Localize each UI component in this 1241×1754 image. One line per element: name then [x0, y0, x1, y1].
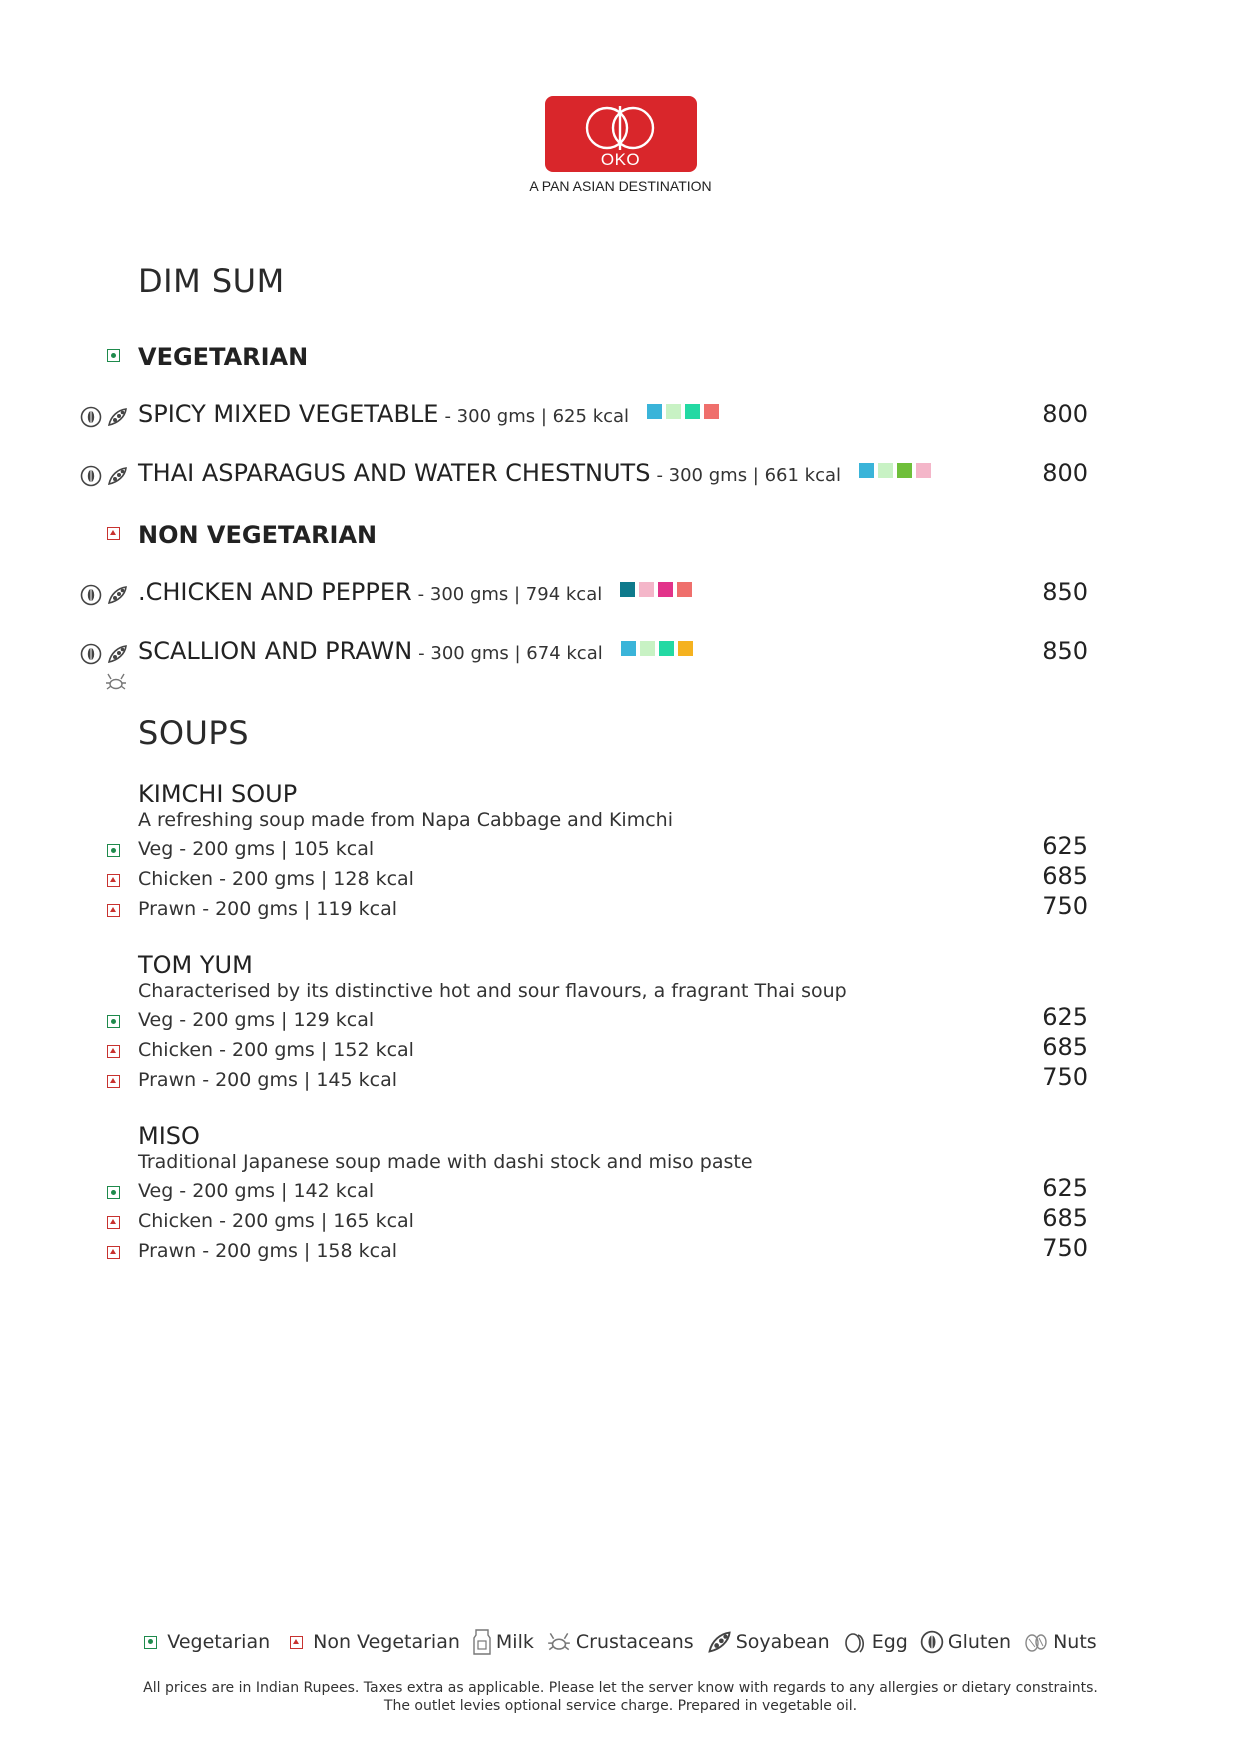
dish-row — [78, 400, 1088, 434]
allergen-icons — [80, 465, 128, 487]
soyabean-icon — [106, 406, 128, 428]
color-swatches — [647, 404, 719, 419]
soup-option-label: Prawn - 200 gms | 145 kcal — [138, 1069, 398, 1091]
soup-description: A refreshing soup made from Napa Cabbage and Kimchi — [138, 809, 673, 831]
brand-tagline: A PAN ASIAN DESTINATION — [529, 178, 712, 194]
allergen-icons — [80, 406, 128, 428]
soup-name: TOM YUM — [138, 951, 253, 979]
non-veg-mark-icon — [107, 527, 120, 540]
color-swatch — [640, 641, 655, 656]
color-swatch — [659, 641, 674, 656]
soup-option-price: 685 — [1042, 862, 1088, 890]
legend-label: Egg — [871, 1631, 908, 1653]
veg-mark-icon — [107, 349, 120, 362]
dish-meta: - 300 gms | 674 kcal — [418, 643, 603, 664]
soup-option-label: Prawn - 200 gms | 119 kcal — [138, 898, 398, 920]
egg-icon — [842, 1629, 868, 1655]
brand-name: OKO — [600, 150, 641, 169]
soup-option-label: Chicken - 200 gms | 165 kcal — [138, 1210, 414, 1232]
veg-mark-icon — [144, 1636, 157, 1649]
legend-label: Non Vegetarian — [313, 1631, 460, 1653]
gluten-icon — [80, 584, 102, 606]
dish-name: SCALLION AND PRAWN — [138, 637, 413, 665]
color-swatch — [859, 463, 874, 478]
dish-name: .CHICKEN AND PEPPER — [138, 578, 412, 606]
non-veg-mark-icon — [107, 1045, 120, 1058]
legend-item-egg — [842, 1629, 908, 1655]
allergen-icons — [80, 643, 128, 665]
subhead-label: VEGETARIAN — [138, 343, 309, 371]
color-swatches — [859, 463, 931, 478]
allergen-icons — [80, 584, 128, 606]
footer-note-line2: The outlet levies optional service charge. Prepared in vegetable oil. — [383, 1698, 858, 1714]
dish-price: 850 — [1042, 578, 1088, 606]
soup-option-label: Prawn - 200 gms | 158 kcal — [138, 1240, 398, 1262]
logo-mark-icon — [581, 104, 661, 154]
color-swatches — [620, 582, 692, 597]
soyabean-icon — [706, 1629, 732, 1655]
dish-meta: - 300 gms | 661 kcal — [656, 465, 842, 486]
color-swatch — [666, 404, 681, 419]
legend-label: Vegetarian — [167, 1631, 271, 1653]
legend-item-vegetarian — [144, 1631, 270, 1653]
soup-option-label: Veg - 200 gms | 129 kcal — [138, 1009, 375, 1031]
non-veg-mark-icon — [107, 904, 120, 917]
soup-option-price: 625 — [1042, 1003, 1088, 1031]
dish-name: THAI ASPARAGUS AND WATER CHESTNUTS — [138, 459, 651, 487]
allergen-legend — [0, 1628, 1241, 1656]
legend-item-gluten — [920, 1630, 1011, 1654]
soup-description: Traditional Japanese soup made with dashi stock and miso paste — [138, 1151, 753, 1173]
dish-row — [78, 578, 1088, 612]
soup-option-price: 625 — [1042, 1174, 1088, 1202]
legend-label: Nuts — [1053, 1631, 1097, 1653]
veg-mark-icon — [107, 1186, 120, 1199]
dish-meta: - 300 gms | 794 kcal — [417, 584, 603, 605]
crustaceans-icon — [104, 671, 128, 693]
color-swatch — [677, 582, 692, 597]
dish-meta: - 300 gms | 625 kcal — [444, 406, 630, 427]
color-swatch — [621, 641, 636, 656]
soup-option-price: 750 — [1042, 1234, 1088, 1262]
non-veg-mark-icon — [290, 1636, 303, 1649]
dish-row — [78, 459, 1088, 493]
color-swatch — [678, 641, 693, 656]
soup-option-price: 685 — [1042, 1204, 1088, 1232]
color-swatch — [620, 582, 635, 597]
brand-header — [0, 96, 1241, 194]
soup-option-label: Veg - 200 gms | 142 kcal — [138, 1180, 375, 1202]
soup-option-price: 685 — [1042, 1033, 1088, 1061]
veg-mark-icon — [107, 1015, 120, 1028]
footer-note-line1: All prices are in Indian Rupees. Taxes extra as applicable. Please let the server know with regards to any allergies or dietary constraints. — [143, 1680, 1098, 1696]
soup-name: KIMCHI SOUP — [138, 780, 298, 808]
legend-label: Soyabean — [735, 1631, 830, 1653]
color-swatch — [647, 404, 662, 419]
color-swatch — [639, 582, 654, 597]
color-swatch — [897, 463, 912, 478]
non-veg-mark-icon — [107, 1216, 120, 1229]
veg-mark-icon — [107, 844, 120, 857]
crustaceans-icon — [546, 1630, 572, 1654]
soyabean-icon — [106, 643, 128, 665]
soup-option-label: Chicken - 200 gms | 128 kcal — [138, 868, 414, 890]
color-swatch — [878, 463, 893, 478]
gluten-icon — [920, 1630, 944, 1654]
legend-item-soyabean — [706, 1629, 830, 1655]
milk-icon — [472, 1628, 492, 1656]
legend-label: Crustaceans — [575, 1631, 694, 1653]
nuts-icon — [1023, 1630, 1049, 1654]
legend-label: Milk — [495, 1631, 534, 1653]
non-veg-mark-icon — [107, 874, 120, 887]
dish-name: SPICY MIXED VEGETABLE — [138, 400, 439, 428]
soyabean-icon — [106, 584, 128, 606]
legend-item-crustaceans — [546, 1630, 694, 1654]
non-veg-mark-icon — [107, 1075, 120, 1088]
color-swatch — [658, 582, 673, 597]
legend-label: Gluten — [947, 1631, 1012, 1653]
color-swatches — [621, 641, 693, 656]
dish-price: 800 — [1042, 459, 1088, 487]
non-veg-mark-icon — [107, 1246, 120, 1259]
dish-price: 850 — [1042, 637, 1088, 665]
soup-option-price: 625 — [1042, 832, 1088, 860]
soup-option-label: Chicken - 200 gms | 152 kcal — [138, 1039, 414, 1061]
subhead-label: NON VEGETARIAN — [138, 521, 378, 549]
legend-item-non-vegetarian — [290, 1631, 460, 1653]
color-swatch — [916, 463, 931, 478]
gluten-icon — [80, 643, 102, 665]
section-title-soups: SOUPS — [138, 714, 250, 752]
soup-option-label: Veg - 200 gms | 105 kcal — [138, 838, 375, 860]
color-swatch — [685, 404, 700, 419]
section-title-dimsum: DIM SUM — [138, 262, 285, 300]
color-swatch — [704, 404, 719, 419]
soyabean-icon — [106, 465, 128, 487]
soup-name: MISO — [138, 1122, 200, 1150]
soup-option-price: 750 — [1042, 1063, 1088, 1091]
gluten-icon — [80, 406, 102, 428]
legend-item-milk — [472, 1628, 534, 1656]
dish-row — [78, 637, 1088, 671]
dish-price: 800 — [1042, 400, 1088, 428]
legend-item-nuts — [1023, 1630, 1097, 1654]
gluten-icon — [80, 465, 102, 487]
soup-option-price: 750 — [1042, 892, 1088, 920]
brand-logo — [545, 96, 697, 172]
soup-description: Characterised by its distinctive hot and sour flavours, a fragrant Thai soup — [138, 980, 847, 1002]
